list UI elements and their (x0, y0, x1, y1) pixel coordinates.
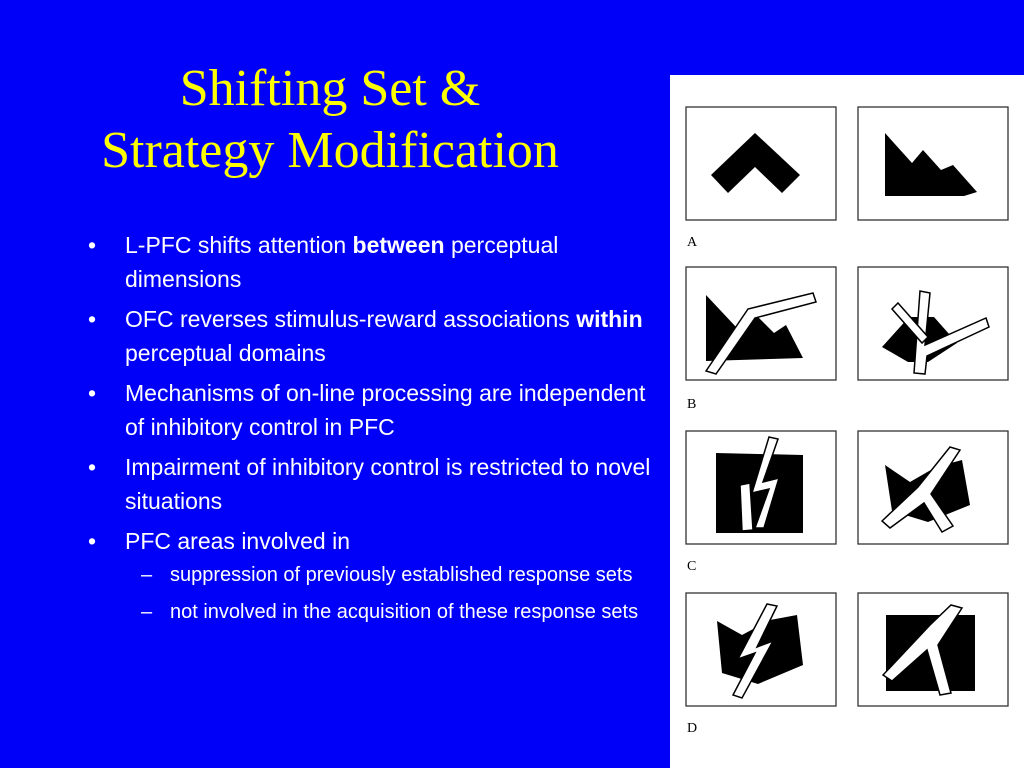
bullet-item (88, 376, 668, 444)
stimulus-figure (670, 75, 1024, 768)
figure-label-b: B (687, 397, 697, 412)
white-zigzag-shape (740, 483, 753, 531)
figure-label-c: C (687, 559, 697, 574)
stimulus-figure-drawing (670, 75, 1024, 768)
bullet-dot: • (88, 232, 97, 258)
chevron-shape (711, 133, 800, 193)
figure-label-a: A (687, 235, 698, 250)
subbullet-dash: – (141, 564, 153, 586)
subbullet-dash: – (141, 601, 153, 623)
figure-label-d: D (687, 721, 698, 736)
bullet-item (88, 302, 668, 370)
subbullet-text: suppression of previously established response sets (170, 564, 633, 586)
bullet-dot: • (88, 528, 97, 554)
bullet-dot: • (88, 380, 97, 406)
bullet-dot: • (88, 306, 97, 332)
bullet-text: PFC areas involved in (125, 528, 350, 554)
jagged-shape (885, 133, 977, 196)
bullet-list (88, 228, 668, 634)
bullet-dot: • (88, 454, 97, 480)
white-line-shape (914, 291, 989, 374)
bullet-text: Mechanisms of on-line processing are independent of inhibitory control in PFC (125, 380, 646, 440)
title-line-2: Strategy Modification (101, 122, 559, 179)
bullet-text: Impairment of inhibitory control is restricted to novel situations (125, 454, 651, 514)
bullet-item (88, 228, 668, 296)
bullet-text: OFC reverses stimulus-reward associations within perceptual domains (125, 306, 643, 366)
title-line-1: Shifting Set & (179, 60, 481, 117)
subbullet-item (125, 597, 668, 628)
slide-title (20, 58, 640, 182)
subbullet-text: not involved in the acquisition of these response sets (170, 601, 639, 623)
bullet-item (88, 524, 668, 628)
subbullet-list (125, 560, 668, 628)
bullet-text: L-PFC shifts attention between perceptual dimensions (125, 232, 559, 292)
subbullet-item (125, 560, 668, 591)
bullet-item (88, 450, 668, 518)
